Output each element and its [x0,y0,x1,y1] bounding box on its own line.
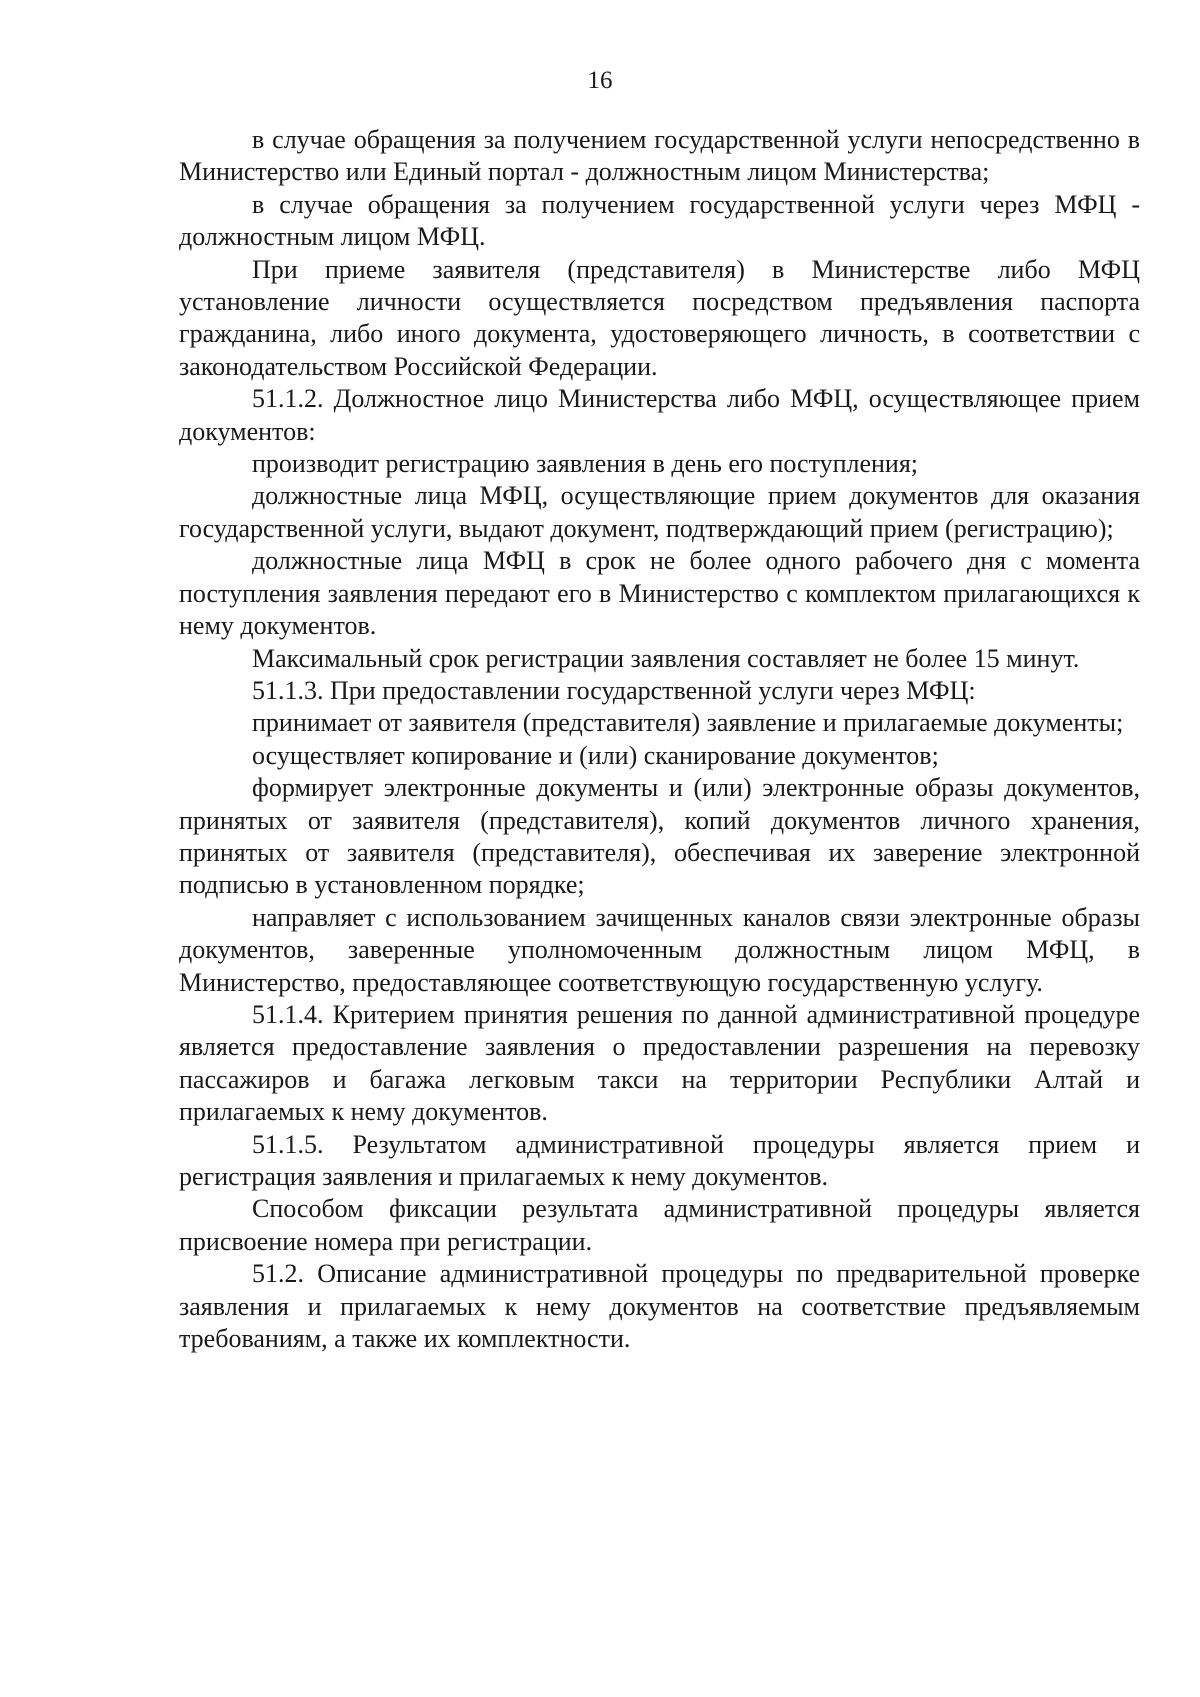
paragraph-max-registration-time: Максимальный срок регистрации заявления составляет не более 15 минут. [252,643,1080,673]
paragraph-51-1-5: 51.1.5. Результатом административной процедуры является прием и регистрация заявления и прилагаемых к нему документов. [179,1129,1140,1191]
paragraph-51-1-3: 51.1.3. При предоставлении государственной услуги через МФЦ: [252,675,976,705]
paragraph-accepts-application: принимает от заявителя (представителя) заявление и прилагаемые документы; [252,708,1124,738]
paragraph-electronic-documents: формирует электронные документы и (или) электронные образы документов, принятых от заявителя (представителя), копий документов личного хранения, принятых от заявителя (представителя), обеспечивая их заверение электронной подписью в установленном порядке; [179,773,1140,900]
paragraph-identity-check: При приеме заявителя (представителя) в Министерстве либо МФЦ установление личности осуществляется посредством предъявления паспорта гражданина, либо иного документа, удостоверяющего личность, в соответствии с законодательством Российской Федерации. [179,254,1140,381]
paragraph-receipt-document: должностные лица МФЦ, осуществляющие прием документов для оказания государственной услуги, выдают документ, подтверждающий прием (регистрацию); [179,481,1140,543]
document-body [179,124,1140,1355]
paragraph-secure-channels: направляет с использованием зачищенных каналов связи электронные образы документов, заверенные уполномоченным должностным лицом МФЦ, в Министерство, предоставляющее соответствующую государственную услугу. [179,902,1140,997]
paragraph-51-1-4: 51.1.4. Критерием принятия решения по данной административной процедуре является предоставление заявления о предоставлении разрешения на перевозку пассажиров и багажа легковым такси на территории Республики Алтай и прилагаемых к нему документов. [179,999,1140,1127]
paragraph-51-1-2: 51.1.2. Должностное лицо Министерства либо МФЦ, осуществляющее прием документов: [179,384,1140,446]
paragraph-mfc-official: в случае обращения за получением государственной услуги через МФЦ - должностным лицом МФЦ. [179,189,1140,252]
page-number: 16 [587,67,613,94]
paragraph-copying-scanning: осуществляет копирование и (или) сканирование документов; [252,740,939,770]
paragraph-51-2: 51.2. Описание административной процедуры по предварительной проверке заявления и прилагаемых к нему документов на соответствие предъявляемым требованиям, а также их комплектности. [179,1259,1140,1354]
paragraph-transfer-to-ministry: должностные лица МФЦ в срок не более одного рабочего дня с момента поступления заявления передают его в Министерство с комплектом прилагающихся к нему документов. [179,546,1140,641]
paragraph-registration: производит регистрацию заявления в день его поступления; [252,449,919,479]
paragraph-ministry-official: в случае обращения за получением государственной услуги непосредственно в Министерство или Единый портал - должностным лицом Министерства; [179,125,1140,187]
paragraph-fixation-method: Способом фиксации результата административной процедуры является присвоение номера при регистрации. [179,1194,1140,1256]
